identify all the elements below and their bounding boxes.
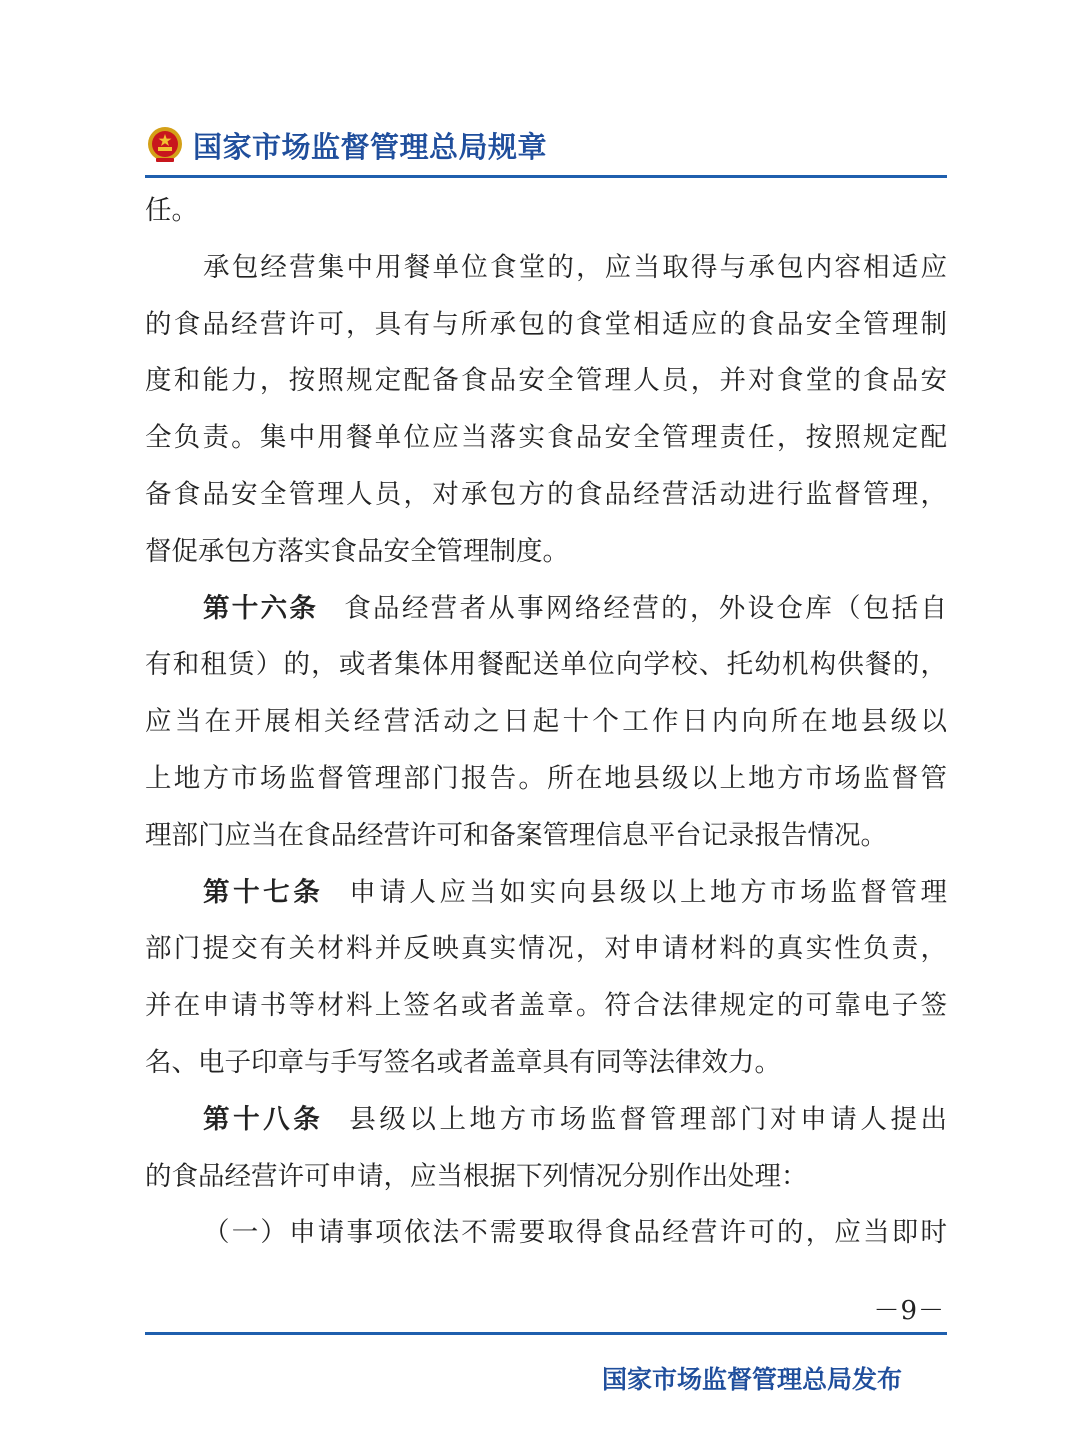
article-17-text: 申请人应当如实向县级以上地方市场监督管理 (349, 876, 948, 908)
text-line: 的食品经营许可申请，应当根据下列情况分别作出处理： (145, 1160, 808, 1192)
page-header (145, 118, 947, 172)
article-17-line (145, 865, 947, 922)
text-line: 度和能力，按照规定配备食品安全管理人员，并对食堂的食品安 (145, 365, 947, 397)
text-line: 应当在开展相关经营活动之日起十个工作日内向所在地县级以 (145, 706, 947, 738)
text-line: 理部门应当在食品经营许可和备案管理信息平台记录报告情况。 (145, 819, 887, 851)
text-line: 并在申请书等材料上签名或者盖章。符合法律规定的可靠电子签 (145, 990, 947, 1022)
text-line: 备食品安全管理人员，对承包方的食品经营活动进行监督管理， (145, 478, 947, 510)
text-line: 有和租赁）的，或者集体用餐配送单位向学校、托幼机构供餐的， (145, 649, 947, 681)
article-16-line (145, 581, 947, 638)
article-18-heading: 第十八条 (203, 1103, 324, 1135)
article-16-heading: 第十六条 (203, 592, 319, 624)
footer-divider (145, 1332, 947, 1335)
text-line: 的食品经营许可，具有与所承包的食堂相适应的食品安全管理制 (145, 308, 947, 340)
article-16-text: 食品经营者从事网络经营的，外设仓库（包括自 (344, 592, 947, 624)
document-body (145, 183, 947, 1262)
article-18-line (145, 1092, 947, 1149)
text-line: （一）申请事项依法不需要取得食品经营许可的，应当即时 (203, 1217, 947, 1249)
text-line: 督促承包方落实食品安全管理制度。 (145, 535, 569, 567)
page-header-title: 国家市场监督管理总局规章 (193, 129, 548, 164)
text-line: 名、电子印章与手写签名或者盖章具有同等法律效力。 (145, 1046, 781, 1078)
article-17-heading: 第十七条 (203, 876, 324, 908)
national-emblem-icon (145, 125, 185, 165)
page-number: －9－ (873, 1296, 945, 1326)
text-line: 承包经营集中用餐单位食堂的，应当取得与承包内容相适应 (203, 251, 947, 283)
text-line: 任。 (145, 195, 198, 226)
publisher-footer: 国家市场监督管理总局发布 (601, 1365, 902, 1394)
text-line: 部门提交有关材料并反映真实情况，对申请材料的真实性负责， (145, 933, 947, 965)
article-18-text: 县级以上地方市场监督管理部门对申请人提出 (349, 1103, 948, 1135)
text-line: 全负责。集中用餐单位应当落实食品安全管理责任，按照规定配 (145, 422, 947, 454)
header-divider (145, 175, 947, 178)
text-line: 上地方市场监督管理部门报告。所在地县级以上地方市场监督管 (145, 762, 947, 794)
